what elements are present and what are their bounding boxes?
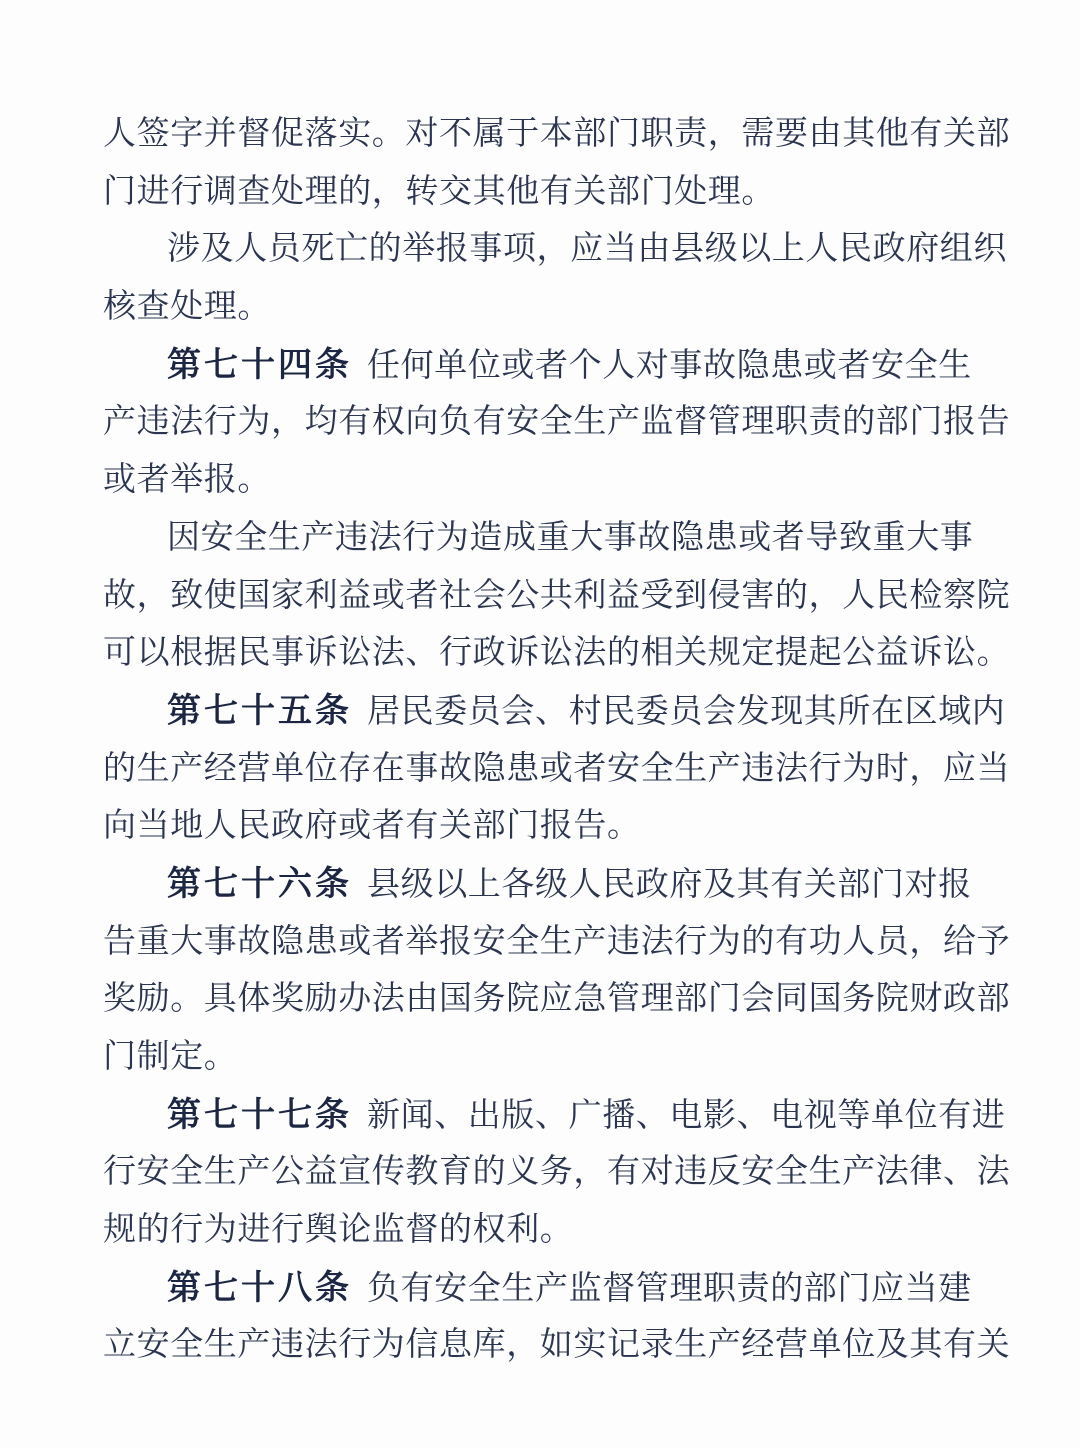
article-number: 第七十七条 <box>167 1095 352 1134</box>
text-line <box>103 683 1006 741</box>
line-text: 居民委员会、村民委员会发现其所在区域内 <box>367 693 1006 730</box>
text-line <box>103 1087 1006 1145</box>
text-line <box>103 625 1011 683</box>
line-text: 门制定。 <box>103 1039 238 1075</box>
text-line <box>103 1317 1011 1375</box>
article-number: 第七十六条 <box>167 864 352 903</box>
line-text: 立安全生产违法行为信息库，如实记录生产经营单位及其有关 <box>103 1327 1011 1364</box>
line-text: 向当地人民政府或者有关部门报告。 <box>103 808 641 845</box>
text-line <box>103 1260 983 1318</box>
line-text: 规的行为进行舆论监督的权利。 <box>103 1212 574 1249</box>
text-line <box>103 279 983 337</box>
line-text: 或者举报。 <box>103 462 271 499</box>
text-line <box>103 856 983 914</box>
line-text: 门进行调查处理的，转交其他有关部门处理。 <box>103 173 775 210</box>
text-line <box>103 337 983 395</box>
article-number: 第七十四条 <box>167 345 352 384</box>
line-text: 行安全生产公益宣传教育的义务，有对违反安全生产法律、法 <box>103 1154 1011 1191</box>
text-line <box>103 1202 983 1260</box>
text-line <box>103 221 1007 279</box>
line-text: 涉及人员死亡的举报事项，应当由县级以上人民政府组织 <box>167 231 1007 268</box>
line-text: 因安全生产违法行为造成重大事故隐患或者导致重大事 <box>167 519 974 556</box>
text-line <box>103 741 1011 799</box>
text-line <box>103 971 1011 1029</box>
text-line <box>103 164 983 222</box>
text-line <box>103 394 1011 452</box>
article-number: 第七十五条 <box>167 691 352 730</box>
line-text: 核查处理。 <box>103 289 271 326</box>
text-line <box>103 452 983 510</box>
line-text: 可以根据民事诉讼法、行政诉讼法的相关规定提起公益诉讼。 <box>103 635 1011 672</box>
line-text: 负有安全生产监督管理职责的部门应当建 <box>367 1270 972 1307</box>
line-text: 产违法行为，均有权向负有安全生产监督管理职责的部门报告 <box>103 404 1011 441</box>
line-text: 奖励。具体奖励办法由国务院应急管理部门会同国务院财政部 <box>103 981 1011 1018</box>
text-line <box>103 510 983 568</box>
text-line <box>103 568 1011 626</box>
line-text: 县级以上各级人民政府及其有关部门对报 <box>367 866 972 903</box>
document-page <box>103 106 1011 1375</box>
line-text: 的生产经营单位存在事故隐患或者安全生产违法行为时，应当 <box>103 750 1011 787</box>
article-number: 第七十八条 <box>167 1268 352 1307</box>
line-text: 任何单位或者个人对事故隐患或者安全生 <box>367 347 972 384</box>
text-line <box>103 1029 983 1087</box>
text-line <box>103 1144 1011 1202</box>
line-text: 人签字并督促落实。对不属于本部门职责，需要由其他有关部 <box>103 116 1011 152</box>
line-text: 告重大事故隐患或者举报安全生产违法行为的有功人员，给予 <box>103 923 1011 960</box>
text-line <box>103 914 1011 972</box>
line-text: 故，致使国家利益或者社会公共利益受到侵害的，人民检察院 <box>103 577 1011 614</box>
text-line <box>103 798 983 856</box>
line-text: 新闻、出版、广播、电影、电视等单位有进 <box>367 1097 1006 1134</box>
text-line <box>103 106 1011 164</box>
